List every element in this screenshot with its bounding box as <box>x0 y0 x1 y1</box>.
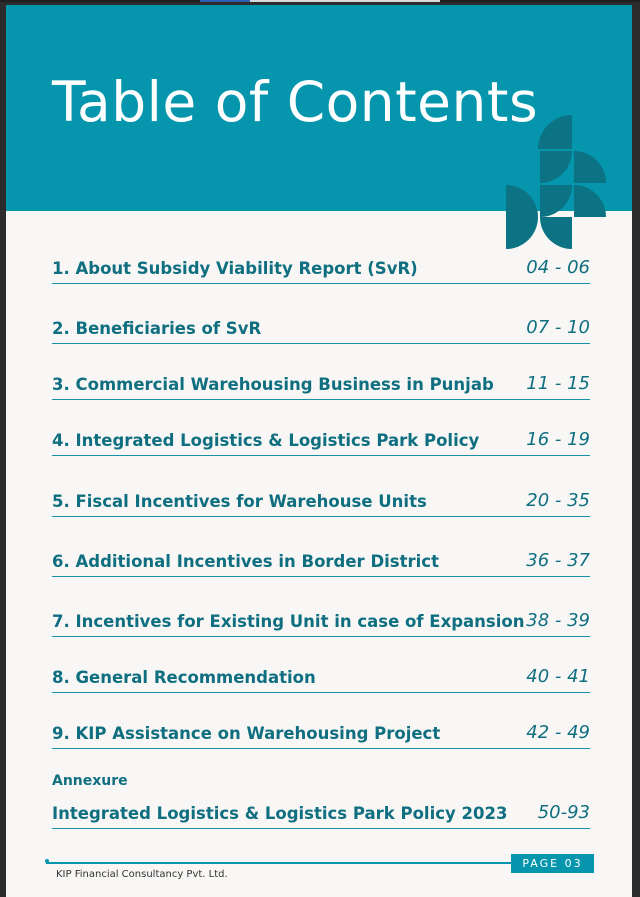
company-name: KIP Financial Consultancy Pvt. Ltd. <box>56 869 228 880</box>
toc-item-label: 2. Beneficiaries of SvR <box>52 319 262 338</box>
toc-item-8[interactable] <box>52 652 590 693</box>
toc-item-pages: 11 - 15 <box>526 373 590 394</box>
toc-item-pages: 50-93 <box>537 802 590 823</box>
toc-item-5[interactable] <box>52 476 590 517</box>
toc-item-label: 5. Fiscal Incentives for Warehouse Units <box>52 492 427 511</box>
toc-item-2[interactable] <box>52 303 590 344</box>
toc-item-annexure[interactable] <box>52 788 590 829</box>
top-bar-segment-blue <box>200 0 250 2</box>
toc-item-pages: 40 - 41 <box>526 666 590 687</box>
window-top-bar <box>0 0 640 2</box>
toc-item-label: 1. About Subsidy Viability Report (SvR) <box>52 259 418 278</box>
toc-item-label: 7. Incentives for Existing Unit in case of Expansion <box>52 612 525 631</box>
footer-divider <box>46 862 514 864</box>
annexure-heading: Annexure <box>52 773 128 789</box>
toc-item-label: 4. Integrated Logistics & Logistics Park Policy <box>52 431 480 450</box>
toc-item-label: 9. KIP Assistance on Warehousing Project <box>52 724 441 743</box>
toc-item-label: 8. General Recommendation <box>52 668 316 687</box>
toc-item-pages: 16 - 19 <box>526 429 590 450</box>
page-number-badge: PAGE 03 <box>511 854 594 873</box>
toc-item-label: Integrated Logistics & Logistics Park Policy 2023 <box>52 804 508 823</box>
document-page <box>6 5 632 897</box>
toc-item-label: 6. Additional Incentives in Border District <box>52 552 439 571</box>
toc-item-4[interactable] <box>52 415 590 456</box>
toc-item-7[interactable] <box>52 596 590 637</box>
toc-item-label: 3. Commercial Warehousing Business in Punjab <box>52 375 494 394</box>
toc-item-pages: 04 - 06 <box>526 257 590 278</box>
toc-item-pages: 38 - 39 <box>526 610 590 631</box>
top-bar-segment-light <box>250 0 440 2</box>
toc-item-3[interactable] <box>52 359 590 400</box>
toc-item-6[interactable] <box>52 536 590 577</box>
toc-item-pages: 20 - 35 <box>526 490 590 511</box>
decorative-quarter-circles-icon <box>472 113 608 249</box>
toc-item-9[interactable] <box>52 708 590 749</box>
page-title: Table of Contents <box>52 70 539 134</box>
toc-item-pages: 36 - 37 <box>526 550 590 571</box>
toc-item-1[interactable] <box>52 243 590 284</box>
toc-item-pages: 07 - 10 <box>526 317 590 338</box>
toc-item-pages: 42 - 49 <box>526 722 590 743</box>
